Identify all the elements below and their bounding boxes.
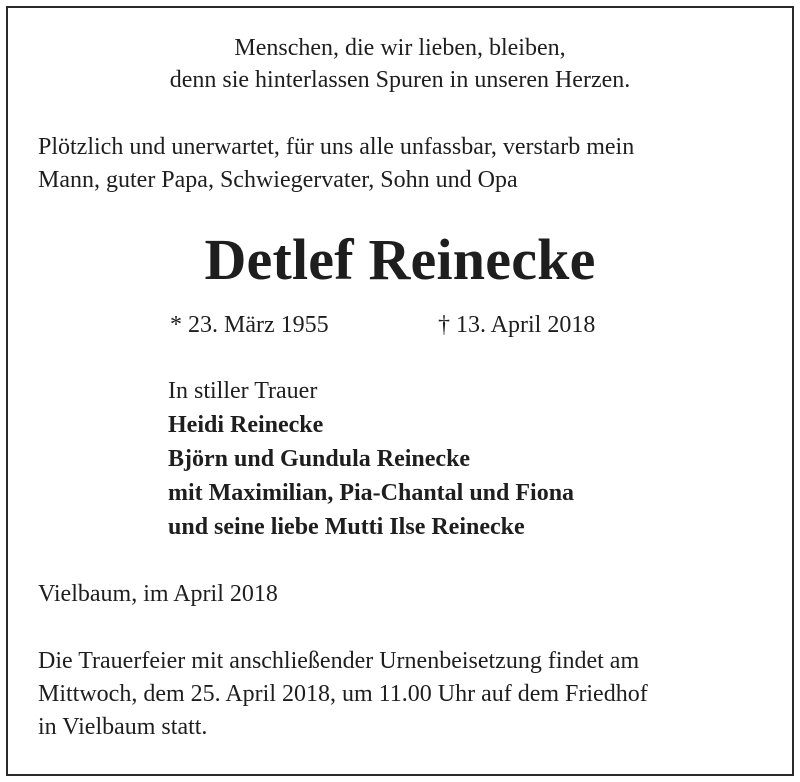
mourner-name: und seine liebe Mutti Ilse Reinecke bbox=[168, 514, 525, 540]
mourner-name: Heidi Reinecke bbox=[168, 412, 324, 438]
birth-date: * 23. März 1955 bbox=[170, 312, 329, 338]
death-date: † 13. April 2018 bbox=[438, 312, 596, 338]
mourning-heading: In stiller Trauer bbox=[168, 378, 318, 404]
mourner-name: Björn und Gundula Reinecke bbox=[168, 446, 471, 472]
intro-line-2: Mann, guter Papa, Schwiegervater, Sohn und Opa bbox=[38, 167, 518, 193]
place-date: Vielbaum, im April 2018 bbox=[38, 581, 278, 607]
motto-line-1: Menschen, die wir lieben, bleiben, bbox=[234, 35, 566, 61]
ceremony-line-3: in Vielbaum statt. bbox=[38, 714, 208, 740]
mourner-name: mit Maximilian, Pia-Chantal und Fiona bbox=[168, 480, 575, 506]
deceased-name: Detlef Reinecke bbox=[204, 227, 596, 292]
intro-line-1: Plötzlich und unerwartet, für uns alle unfassbar, verstarb mein bbox=[38, 134, 635, 160]
motto-line-2: denn sie hinterlassen Spuren in unseren Herzen. bbox=[169, 67, 631, 93]
ceremony-line-1: Die Trauerfeier mit anschließender Urnenbeisetzung findet am bbox=[38, 648, 640, 674]
obituary-notice bbox=[6, 6, 794, 776]
ceremony-line-2: Mittwoch, dem 25. April 2018, um 11.00 Uhr auf dem Friedhof bbox=[38, 681, 648, 707]
